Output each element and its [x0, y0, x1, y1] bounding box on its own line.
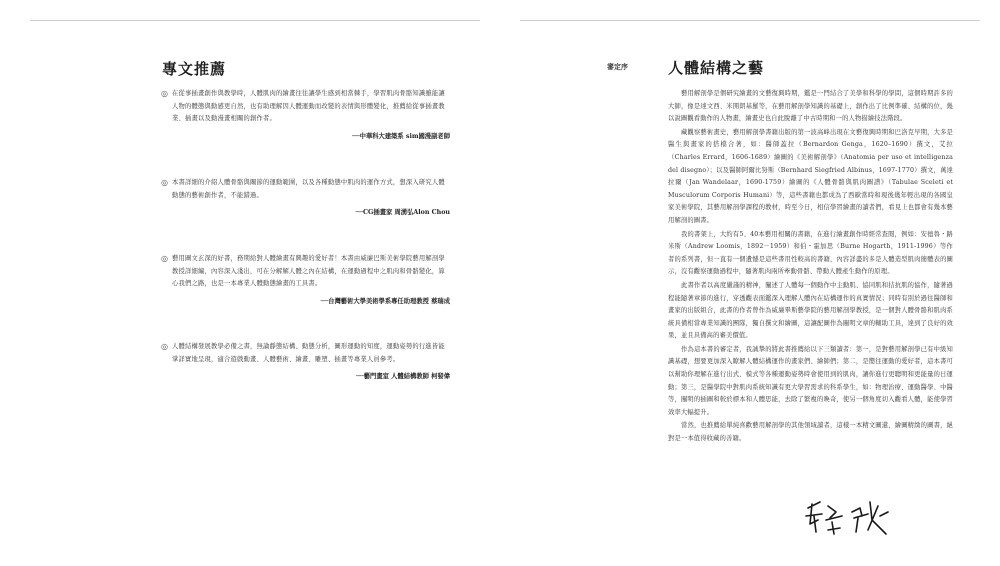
circle-bullet-icon: ◎ [161, 342, 168, 351]
circle-bullet-icon: ◎ [161, 89, 168, 98]
section-label: 審定序 [607, 62, 628, 71]
recommendation-quote: 人體結構發展教學必備之書，無論靜態結構、動態分析，圖形運動的知度，運動姿勢的行進皆能掌詳實地呈現，適合遊戲動畫、人體藝術、繪畫、雕塑、插畫等專業人員參考。 [172, 343, 445, 363]
recommendation-item [162, 253, 450, 305]
body-paragraph: 作為這本書的審定者，我誠摯的將此書推薦給以下三類讀者：第一，是對藝用解剖學已有中級知識基礎，想要更加深入瞭解人體結構運作的畫家們、繪師們；第二，是嚮往運動的愛好者，這本書可以幫助你理解在進行出式、模式等各種運動姿勢時會使用到的肌肉，讓你進行更聰明和更能量的日運動；第三，是醫學院中對肌肉系統知識有更大學習需求的科系學生，如：物理治療、運動醫學、中醫等，闡明的插圖和較於標本和人體思能，去除了繁複的喚奇，使另一個角度切入觀看人體，能使學習效率大幅提升。 [668, 345, 953, 416]
right-page [500, 0, 1000, 566]
recommendation-item [162, 177, 450, 216]
body-paragraph: 我的書架上，大約有5、40本藝用相關的書籍，在進行繪畫創作時經常查閱，例如：安德魯・路米斯（Andrew Loomis，1892－1959）和伯・霍加思（Burne Hogarth，1911-1996）等作者的系列書，但一直有一個遺憾是這些書用性較高的書籍，內容詳盡的多是人體造型肌肉簡體表的圖示，沒有觀察運動過程中，隨著肌肉兩所牽動骨骼、帶動人體產生動作的原理。 [668, 230, 953, 276]
page-title: 專文推薦 [162, 60, 227, 78]
body-paragraph: 藝用解剖學是個研究繪畫的文藝復興時期，鑑是一門結合了美學和科學的學問，這個時期許多的大師，像是達文西、米開朗基羅等，在藝用解剖學知識的基礎上，創作出了比例準確、結構的位，幾以說圖觀看動作的人物畫，繪畫史也自此脫離了中古時期和一的人物描繪技法階段。 [668, 90, 953, 123]
recommendation-quote: 本書詳細的介紹人體骨骼與關節的運動範圍，以及各種動態中肌肉的運作方式，想深入研究人體動態的藝術創作者，不能錯過。 [172, 179, 445, 199]
recommendation-item [162, 341, 450, 380]
page-title: 人體結構之藝 [668, 59, 765, 77]
preface-body [668, 88, 953, 447]
top-rule [520, 20, 980, 21]
recommendation-quote: 在從事插畫創作與教學時，人體肌肉的繪畫往往讓學生感到相當棘手，學習肌肉骨骼知識雖能讓人物的體態與動感更自然，也有助理解因人體運動而改變的表情與形體變化，推薦給從事插畫教業、插畫以及動漫畫相關的創作者。 [172, 90, 445, 122]
handwritten-signature [802, 494, 892, 538]
body-paragraph: 當然，也推薦給單純喜歡藝用解剖學的其他領域讀者，這樣一本精文圖還，繪圖精緻的圖書，絕對是一本值得收藏的善籍。 [668, 422, 953, 443]
circle-bullet-icon: ◎ [161, 254, 168, 263]
recommendation-quote: 藝用圖文玄深的好書，務期給對人體繪畫有興趣的愛好者！本書由威廉巴斯美術學院藝用解剖學教授詳細編，內容深入淺出，可在分解解人體之內在結構，在運動過程中之肌肉和骨骼變化，算心我們之路，也是一本專業人體動態繪畫的工具書。 [172, 255, 445, 287]
recommendation-attribution: ──中華科大建築系 sim國漫副老師 [352, 132, 450, 140]
recommendation-attribution: ──台灣藝術大學美術學系專任助理教授 蔡瑞成 [320, 297, 450, 305]
circle-bullet-icon: ◎ [161, 178, 168, 187]
body-paragraph: 此書作者以高度嚴謹的精神，闡述了人體每一個動作中主動肌、協同肌和拮抗肌的協作，隨著過程能隨著章節的進行，穿透觀表面鑑深入理解人體內在結構運作的真實情況；同時有別於過往醫師和畫家的出版組合，此書的作者曾作為威廉畢斯藝學院的藝用解剖學教授，是一個對人體骨骼和肌肉系統具備相當專業知識的團隊，獨自撰文和繪圖，這讓配圖作為闡明文章的輔助工具，達到了良好的效果，並且具備高的審美價值。 [668, 281, 953, 340]
top-rule [30, 20, 480, 21]
recommendation-attribution: ──CG插畫家 周湧弘Alon Chou [355, 209, 450, 216]
recommendation-item [162, 88, 450, 140]
recommendation-attribution: ──藝門畫室 人體結構教師 柯發偉 [356, 373, 450, 380]
body-paragraph: 藏觀察藝術畫史，藝用解剖學書籍出版的第一波高峰出現在文藝復興時期和巴洛克早期，大多是醫生與畫家的搭檔合著，如：醫師蓋拉（Bernardon Genga，1620–1690）撰文，艾拉（Charles Errard，1606-1689）繪圖的《美術解剖學》（Anatomia per uso et intelligenza del disegno）；以及醫師阿爾比努斯（Bernhard Siegfried Albinus，1697-1770）撰文，萬達拉爾（Jan Wandelaar，1690-1759）繪圖的《人體骨骼與肌肉圖譜》（Tabulae Sceleti et Musculorum Corporis Humani）等，這些書籍也都成為了西歐當時和現後幾年輕出現的各國皇家美術學院，其藝用解剖學課程的教材，時至今日，相信學習繪畫的讀者們，看見上也都會有幾本藝用解剖的圖書。 [668, 128, 953, 224]
